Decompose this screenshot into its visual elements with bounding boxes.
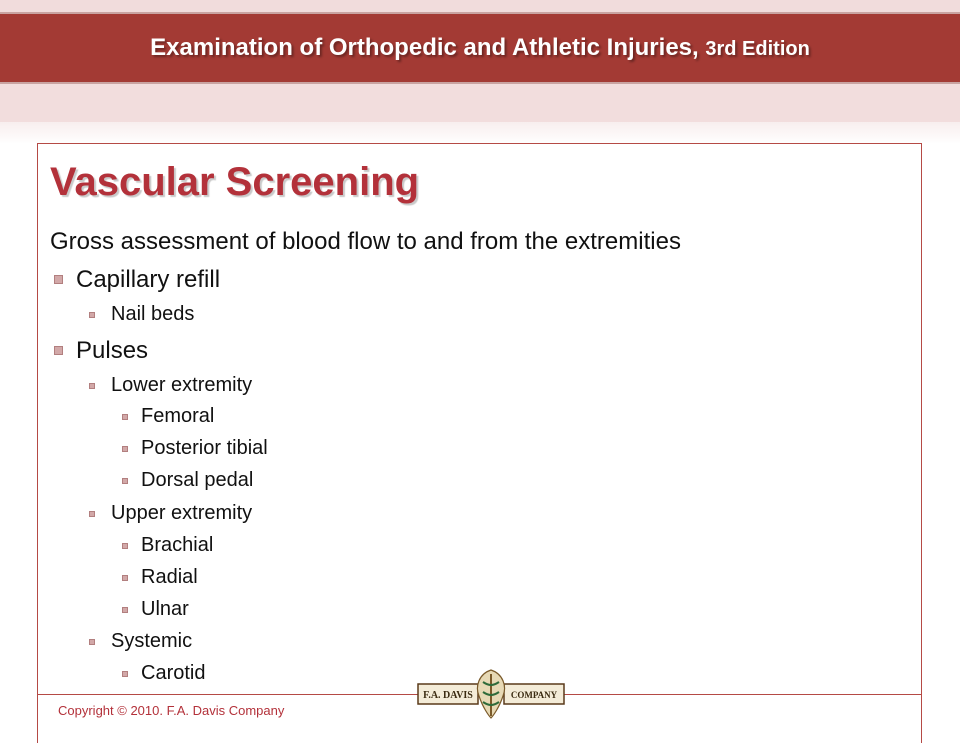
intro-text: Gross assessment of blood flow to and from the extremities [50,228,681,255]
logo-text-right: COMPANY [510,690,558,700]
bullet-icon [54,346,63,355]
list-item-ulnar: Ulnar [141,598,189,620]
list-item-posterior-tibial: Posterior tibial [141,437,268,459]
slide-title: Vascular Screening [50,160,420,204]
list-item-radial: Radial [141,566,198,588]
list-item-systemic: Systemic [111,630,193,652]
bullet-icon [54,275,63,284]
list-item-nail-beds: Nail beds [111,303,195,325]
bullet-icon [122,671,128,677]
book-title-text: Examination of Orthopedic and Athletic Injuries, [150,34,699,61]
bullet-icon [89,511,95,517]
list-item-capillary-refill: Capillary refill [76,266,221,293]
bullet-icon [89,639,95,645]
list-item-lower-extremity: Lower extremity [111,374,253,396]
bullet-icon [122,543,128,549]
list-item-brachial: Brachial [141,534,214,556]
list-item-upper-extremity: Upper extremity [111,502,253,524]
header-band [0,84,960,123]
bullet-icon [89,383,95,389]
bullet-icon [122,478,128,484]
list-item-femoral: Femoral [141,405,215,427]
list-item-pulses: Pulses [76,337,149,364]
list-item-dorsal-pedal: Dorsal pedal [141,469,254,491]
copyright-text: Copyright © 2010. F.A. Davis Company [58,703,285,718]
bullet-icon [122,607,128,613]
logo-text-left: F.A. DAVIS [423,690,473,701]
bullet-icon [89,312,95,318]
bullet-icon [122,446,128,452]
header-banner [0,12,960,84]
bullet-icon [122,575,128,581]
header-gradient [0,122,960,144]
book-title [0,34,960,62]
fa-davis-logo [417,668,565,720]
list-item-carotid: Carotid [141,662,206,684]
top-strip [0,0,960,12]
book-edition: 3rd Edition [705,38,810,60]
bullet-icon [122,414,128,420]
